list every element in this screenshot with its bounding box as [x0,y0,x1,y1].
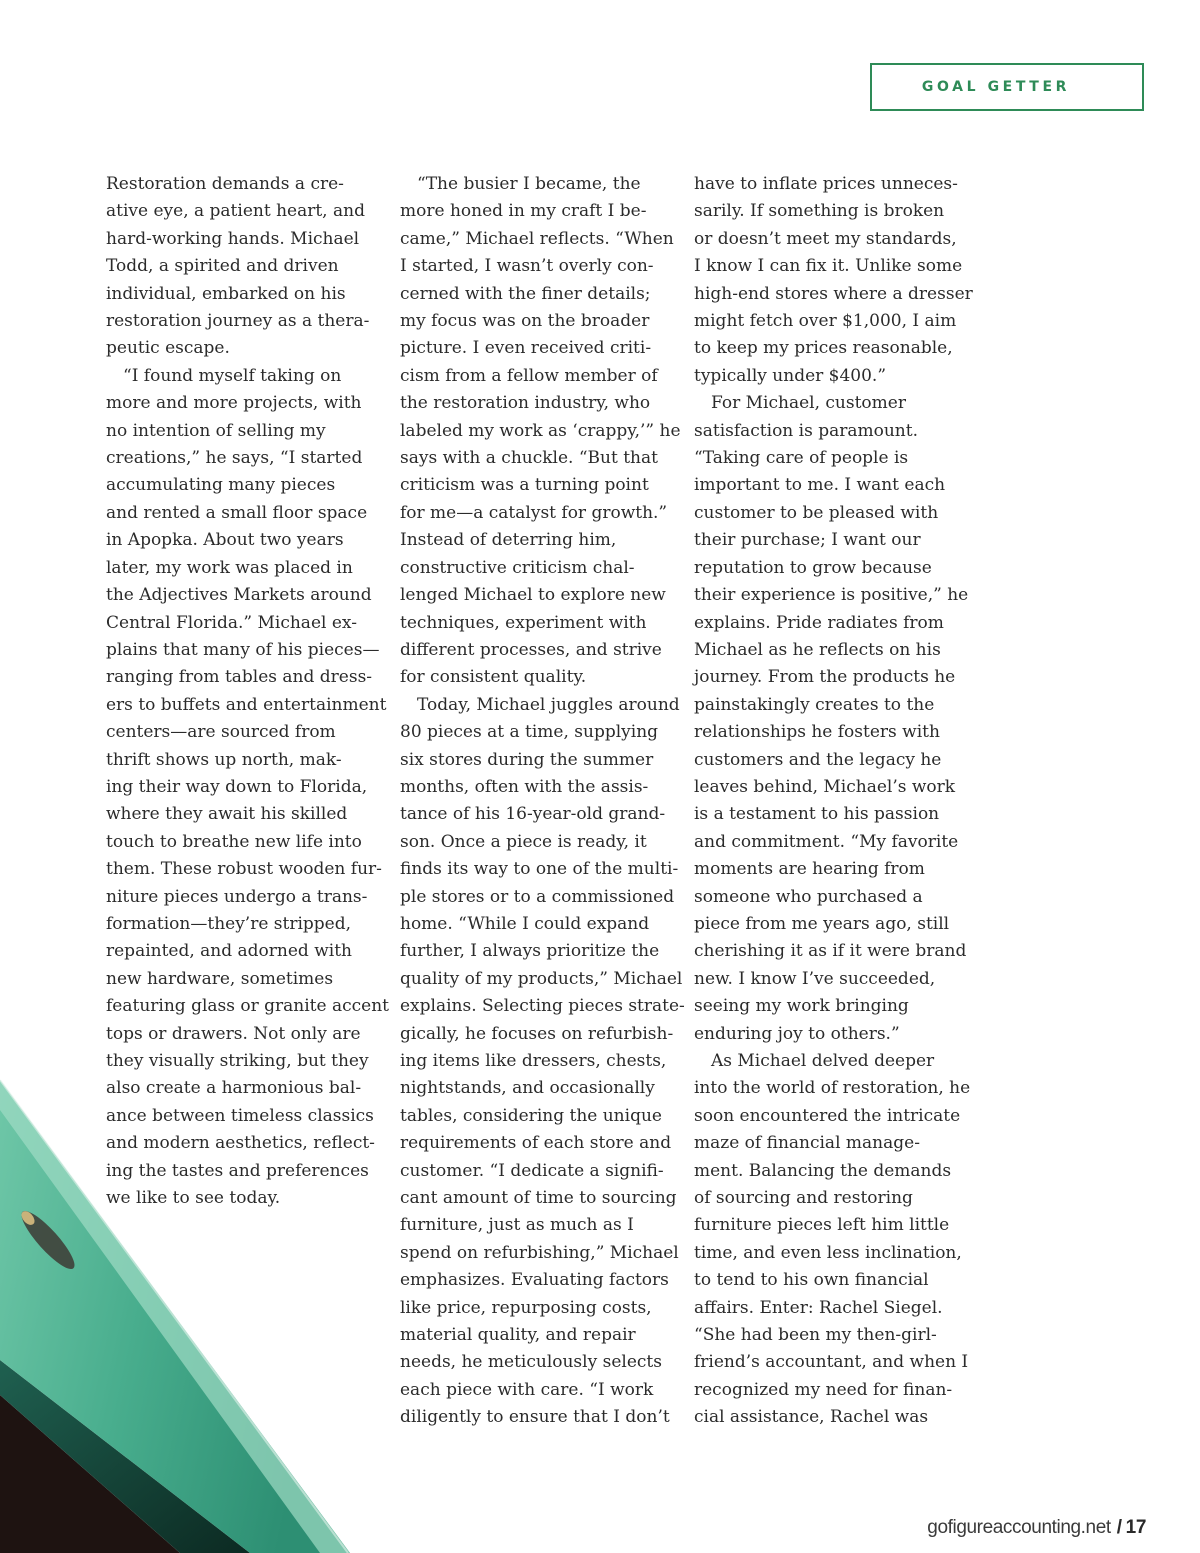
text-line: ers to buffets and entertainment [106,694,387,715]
text-line: tance of his 16-year-old grand- [400,804,666,825]
text-line: peutic escape. [106,338,230,359]
website-url: gofigureaccounting.net [927,1517,1111,1538]
text-line: thrift shows up north, mak- [106,749,342,770]
page-number: 17 [1125,1517,1146,1538]
text-line: for me—a catalyst for growth.” [400,502,668,523]
text-line: For Michael, customer [694,393,906,414]
text-line: the Adjectives Markets around [106,585,372,606]
text-line: enduring joy to others.” [694,1023,900,1044]
text-line: time, and even less inclination, [694,1242,962,1263]
furniture-photo [0,1040,420,1553]
text-line: moments are hearing from [694,859,925,880]
text-line: seeing my work bringing [694,996,909,1017]
text-line: customers and the legacy he [694,749,942,770]
text-line: says with a chuckle. “But that [400,448,658,469]
text-line: diligently to ensure that I don’t [400,1407,670,1428]
text-line: “I found myself taking on [106,365,342,386]
text-line: 80 pieces at a time, supplying [400,722,659,743]
text-line: furniture, just as much as I [400,1215,634,1236]
article-column-3 [694,171,978,1432]
text-line: cerned with the finer details; [400,283,651,304]
text-line: labeled my work as ‘crappy,’” he [400,420,681,441]
text-line: and commitment. “My favorite [694,831,959,852]
text-line: piece from me years ago, still [694,913,950,934]
text-line: later, my work was placed in [106,557,353,578]
text-line: nightstands, and occasionally [400,1078,655,1099]
text-line: tops or drawers. Not only are [106,1023,361,1044]
text-line: and rented a small floor space [106,502,368,523]
text-line: their experience is positive,” he [694,585,969,606]
text-line: cism from a fellow member of [400,365,658,386]
text-line: Today, Michael juggles around [400,694,680,715]
text-line: in Apopka. About two years [106,530,344,551]
text-line: cherishing it as if it were brand [694,941,967,962]
text-line: restoration journey as a thera- [106,311,370,332]
text-line: and modern aesthetics, reflect- [106,1133,375,1154]
text-line: affairs. Enter: Rachel Siegel. [694,1297,943,1318]
text-line: I know I can fix it. Unlike some [694,256,963,277]
text-line: to keep my prices reasonable, [694,338,953,359]
text-line: high-end stores where a dresser [694,283,973,304]
text-line: touch to breathe new life into [106,831,362,852]
text-line: maze of financial manage- [694,1133,920,1154]
text-line: ple stores or to a commissioned [400,886,675,907]
text-line: like price, repurposing costs, [400,1297,652,1318]
section-label: GOAL GETTER [870,63,1144,111]
text-line: constructive criticism chal- [400,557,635,578]
text-line: lenged Michael to explore new [400,585,666,606]
text-line: son. Once a piece is ready, it [400,831,647,852]
text-line: centers—are sourced from [106,722,336,743]
text-line: plains that many of his pieces— [106,639,380,660]
text-line: tables, considering the unique [400,1105,662,1126]
text-line: leaves behind, Michael’s work [694,776,956,797]
text-line: accumulating many pieces [106,475,336,496]
text-line: requirements of each store and [400,1133,672,1154]
text-line: the restoration industry, who [400,393,651,414]
text-line: material quality, and repair [400,1325,636,1346]
text-line: featuring glass or granite accent [106,996,389,1017]
text-line: emphasizes. Evaluating factors [400,1270,669,1291]
text-line: gically, he focuses on refurbish- [400,1023,674,1044]
text-line: niture pieces undergo a trans- [106,886,368,907]
text-line: they visually striking, but they [106,1051,369,1071]
text-line: relationships he fosters with [694,722,940,743]
text-line: different processes, and strive [400,639,662,660]
text-line: cant amount of time to sourcing [400,1188,677,1209]
text-line: typically under $400.” [694,365,887,386]
text-line: cial assistance, Rachel was [694,1407,929,1428]
text-line: As Michael delved deeper [694,1051,935,1071]
text-line: Todd, a spirited and driven [106,256,339,277]
text-line: finds its way to one of the multi- [400,859,679,880]
text-line: ative eye, a patient heart, and [106,201,365,222]
text-line: ranging from tables and dress- [106,667,373,688]
text-line: Instead of deterring him, [400,530,617,551]
text-line: is a testament to his passion [694,804,940,825]
text-line: creations,” he says, “I started [106,448,363,469]
text-line: six stores during the summer [400,749,654,770]
text-line: for consistent quality. [400,667,587,688]
text-line: picture. I even received criti- [400,338,652,359]
text-line: no intention of selling my [106,420,326,441]
text-line: of sourcing and restoring [694,1188,913,1209]
text-line: came,” Michael reflects. “When [400,228,674,249]
text-line: criticism was a turning point [400,475,649,496]
text-line: painstakingly creates to the [694,694,935,715]
text-line: individual, embarked on his [106,283,346,304]
text-line: Restoration demands a cre- [106,174,344,194]
text-line: formation—they’re stripped, [106,913,352,934]
text-line: furniture pieces left him little [694,1215,950,1236]
text-line: journey. From the products he [694,667,956,688]
text-line: someone who purchased a [694,886,923,907]
text-line: explains. Selecting pieces strate- [400,996,685,1017]
text-line: “The busier I became, the [400,174,641,194]
page-footer [927,1517,1146,1539]
footer-separator: / [1116,1517,1122,1538]
text-line: sarily. If something is broken [694,201,945,222]
text-line: home. “While I could expand [400,913,650,934]
text-line: have to inflate prices unneces- [694,174,958,194]
text-line: ing the tastes and preferences [106,1160,369,1181]
text-line: ing their way down to Florida, [106,776,368,797]
text-line: repainted, and adorned with [106,941,352,962]
text-line: where they await his skilled [106,804,348,825]
text-line: into the world of restoration, he [694,1078,971,1099]
text-line: new. I know I’ve succeeded, [694,968,936,989]
text-line: spend on refurbishing,” Michael [400,1242,679,1263]
text-line: months, often with the assis- [400,776,649,797]
text-line: also create a harmonious bal- [106,1078,362,1099]
text-line: “She had been my then-girl- [694,1325,937,1346]
text-line: Central Florida.” Michael ex- [106,612,357,633]
text-line: Michael as he reflects on his [694,639,941,660]
text-line: ance between timeless classics [106,1105,374,1126]
text-line: we like to see today. [106,1188,281,1209]
text-line: to tend to his own financial [694,1270,929,1291]
text-line: each piece with care. “I work [400,1379,654,1400]
text-line: needs, he meticulously selects [400,1352,662,1373]
text-line: them. These robust wooden fur- [106,859,382,880]
text-line: I started, I wasn’t overly con- [400,256,654,277]
text-line: soon encountered the intricate [694,1105,961,1126]
text-line: further, I always prioritize the [400,941,660,962]
text-line: friend’s accountant, and when I [694,1352,969,1373]
text-line: more and more projects, with [106,393,362,414]
text-line: their purchase; I want our [694,530,921,551]
text-line: more honed in my craft I be- [400,201,647,222]
text-line: “Taking care of people is [694,448,909,469]
text-line: quality of my products,” Michael [400,968,683,989]
text-line: recognized my need for finan- [694,1379,953,1400]
text-line: hard-working hands. Michael [106,228,360,249]
text-line: customer. “I dedicate a signifi- [400,1160,664,1181]
text-line: explains. Pride radiates from [694,612,944,633]
text-line: new hardware, sometimes [106,968,334,989]
text-line: ing items like dressers, chests, [400,1051,667,1071]
text-line: important to me. I want each [694,475,946,496]
article-column-2 [400,171,684,1432]
text-line: ment. Balancing the demands [694,1160,952,1181]
text-line: reputation to grow because [694,557,932,578]
text-line: customer to be pleased with [694,502,939,523]
text-line: my focus was on the broader [400,311,650,332]
text-line: techniques, experiment with [400,612,647,633]
text-line: might fetch over $1,000, I aim [694,311,957,332]
text-line: or doesn’t meet my standards, [694,228,957,249]
text-line: satisfaction is paramount. [694,420,918,441]
